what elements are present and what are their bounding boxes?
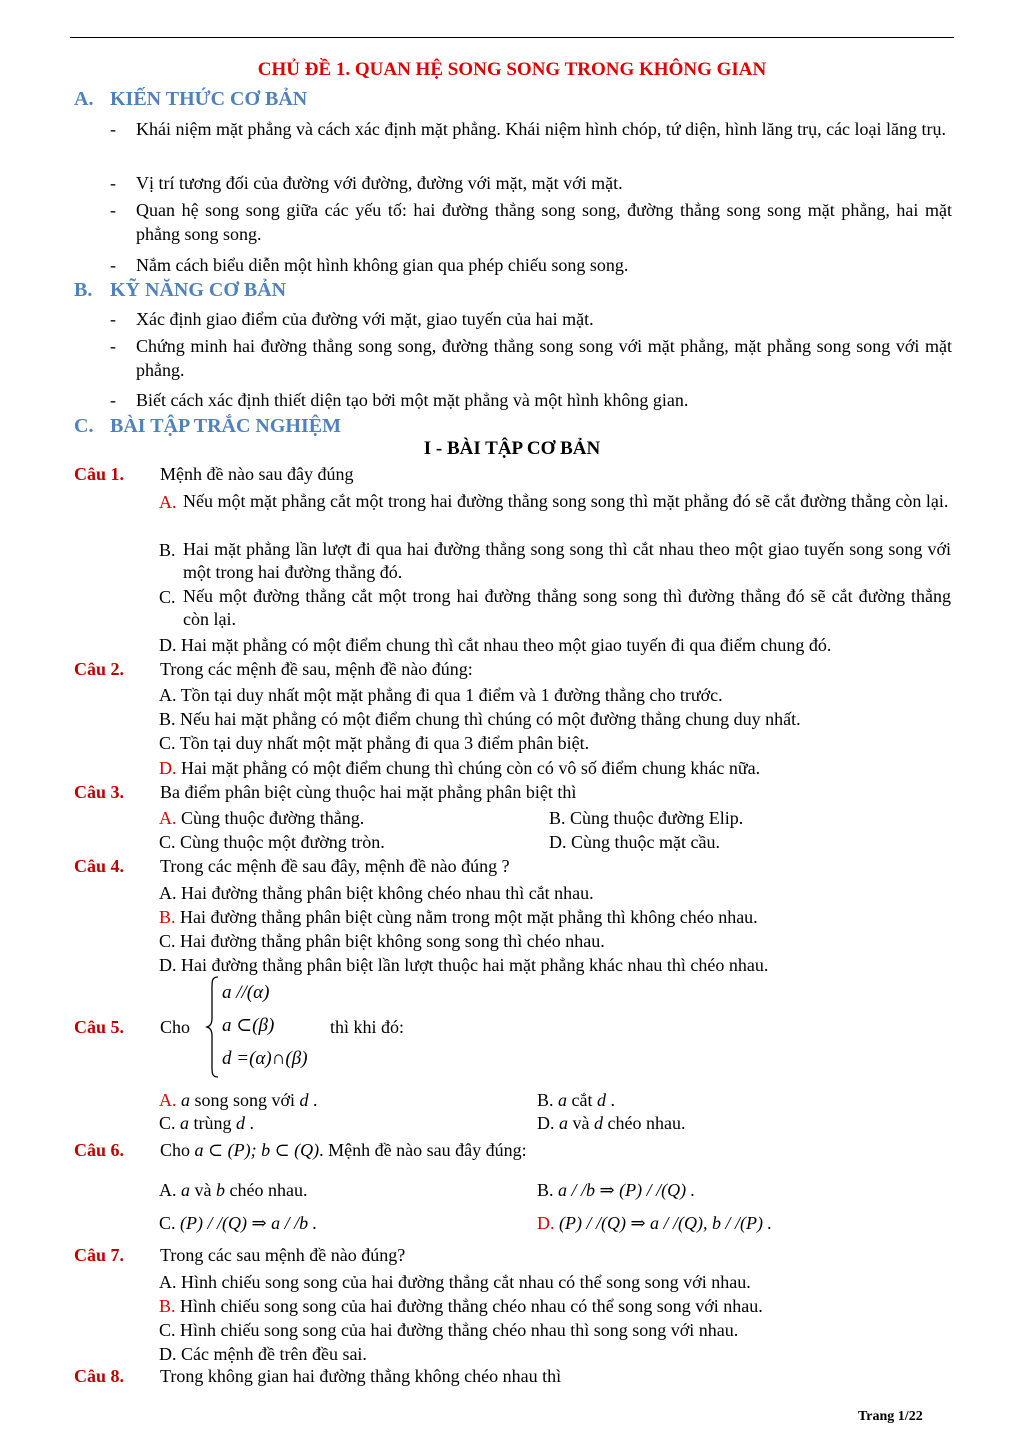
question-tail-text: thì khi đó:	[330, 1017, 405, 1037]
option-letter: B.	[159, 907, 176, 927]
option-text: Cùng thuộc mặt cầu.	[571, 832, 720, 852]
question-label: Câu 4.	[74, 856, 125, 876]
option-text: Cùng thuộc đường Elip.	[570, 808, 744, 828]
system-line: d =(α)∩(β)	[222, 1048, 308, 1069]
option-letter: D.	[159, 1344, 177, 1364]
option-text: Hai đường thẳng phân biệt không song song thì chéo nhau.	[180, 931, 605, 951]
question-label: Câu 8.	[74, 1366, 125, 1386]
option-end: .	[308, 1090, 318, 1110]
option-a[interactable]	[159, 806, 364, 830]
option-b[interactable]	[159, 707, 801, 731]
question-text: Cho	[160, 1140, 191, 1160]
question-text-line	[160, 1138, 527, 1162]
question-text: Trong các mệnh đề sau, mệnh đề nào đúng:	[160, 659, 473, 679]
question-text: Ba điểm phân biệt cùng thuộc hai mặt phẳng phân biệt thì	[160, 782, 577, 802]
question-label: Câu 5.	[74, 1017, 125, 1037]
option-b[interactable]	[159, 538, 951, 584]
section-c-label: C.	[74, 415, 94, 437]
option-a[interactable]	[159, 490, 951, 513]
section-a-label: A.	[74, 88, 94, 110]
option-d[interactable]	[159, 756, 760, 780]
section-a-title: KIẾN THỨC CƠ BẢN	[110, 88, 308, 110]
option-a[interactable]	[159, 683, 723, 707]
option-letter: B.	[537, 1180, 554, 1200]
option-d[interactable]	[549, 830, 720, 854]
option-letter: C.	[159, 1320, 176, 1340]
question-text: Trong không gian hai đường thẳng không chéo nhau thì	[160, 1366, 562, 1386]
option-d[interactable]	[537, 1211, 772, 1235]
option-letter: B.	[159, 540, 176, 560]
question-label: Câu 2.	[74, 659, 125, 679]
section-c-heading	[74, 414, 341, 438]
skill-item-text: Biết cách xác định thiết diện tạo bởi một mặt phẳng và một hình không gian.	[136, 390, 689, 410]
bullet-dash: -	[110, 173, 116, 193]
skill-item-text: Xác định giao điểm của đường với mặt, giao tuyến của hai mặt.	[136, 309, 594, 329]
knowledge-item-text: Quan hệ song song giữa các yếu tố: hai đường thẳng song song, đường thẳng song song mặt phẳng, hai mặt phẳng song song.	[136, 200, 952, 244]
option-a[interactable]	[159, 1088, 318, 1112]
option-letter: C.	[159, 931, 176, 951]
section-a-heading	[74, 87, 307, 111]
option-letter: A.	[159, 1180, 177, 1200]
option-text: Tồn tại duy nhất một mặt phẳng đi qua 1 điểm và 1 đường thẳng cho trước.	[180, 685, 723, 705]
question-label: Câu 6.	[74, 1140, 125, 1160]
variable: a	[559, 1113, 568, 1133]
question-label: Câu 7.	[74, 1245, 125, 1265]
knowledge-item-text: Vị trí tương đối của đường với đường, đường với mặt, mặt với mặt.	[136, 173, 623, 193]
option-b[interactable]	[159, 905, 758, 929]
option-text: Hình chiếu song song của hai đường thẳng cắt nhau có thể song song với nhau.	[181, 1272, 751, 1292]
math-expression: (P) / /(Q) ⇒ a / /(Q), b / /(P) .	[559, 1213, 773, 1233]
system-line: a //(α)	[222, 982, 270, 1003]
knowledge-item-text: Khái niệm mặt phẳng và cách xác định mặt phẳng. Khái niệm hình chóp, tứ diện, hình lăng trụ, các loại lăng trụ.	[136, 119, 947, 139]
option-text: Hai mặt phẳng có một điểm chung thì cắt nhau theo một giao tuyến đi qua điểm chung đó.	[181, 635, 832, 655]
option-text: Hai đường thẳng phân biệt lần lượt thuộc hai mặt phẳng khác nhau thì chéo nhau.	[181, 955, 769, 975]
option-end: chéo nhau.	[603, 1113, 686, 1133]
variable: a	[180, 1113, 190, 1133]
option-text: và	[190, 1180, 216, 1200]
option-text: Các mệnh đề trên đều sai.	[181, 1344, 367, 1364]
option-letter: A.	[159, 1090, 177, 1110]
variable: a	[181, 1090, 190, 1110]
option-letter: D.	[537, 1213, 555, 1233]
option-text: và	[568, 1113, 594, 1133]
variable: b	[216, 1180, 225, 1200]
option-a[interactable]	[159, 1270, 751, 1294]
math-expression: a / /b ⇒ (P) / /(Q) .	[558, 1180, 696, 1200]
skill-item	[110, 388, 952, 412]
option-letter: A.	[159, 685, 177, 705]
option-text: Hai mặt phẳng lần lượt đi qua hai đường thẳng song song thì cắt nhau theo một giao tuyến song song với một trong hai đường thẳng đó.	[183, 539, 951, 582]
option-text: Nếu hai mặt phẳng có một điểm chung thì chúng có một đường thẳng chung duy nhất.	[180, 709, 801, 729]
option-end: .	[245, 1113, 255, 1133]
option-letter: C.	[159, 832, 176, 852]
question-label: Câu 1.	[74, 464, 125, 484]
bullet-dash: -	[110, 309, 116, 329]
knowledge-item	[110, 171, 952, 195]
math-expression: (P) / /(Q) ⇒ a / /b .	[180, 1213, 318, 1233]
section-b-heading	[74, 278, 286, 302]
option-text: trùng	[189, 1113, 237, 1133]
option-letter: A.	[159, 808, 177, 828]
option-text: Hai đường thẳng phân biệt cùng nằm trong một mặt phẳng thì không chéo nhau.	[180, 907, 758, 927]
option-b[interactable]	[549, 806, 743, 830]
option-c[interactable]	[159, 1111, 254, 1135]
option-letter: B.	[549, 808, 566, 828]
section-c-title: BÀI TẬP TRẮC NGHIỆM	[110, 415, 341, 437]
knowledge-item	[110, 253, 952, 277]
option-text: Cùng thuộc một đường tròn.	[180, 832, 385, 852]
option-c[interactable]	[159, 929, 605, 953]
option-a[interactable]	[159, 881, 594, 905]
option-text: Hai mặt phẳng có một điểm chung thì chúng còn có vô số điểm chung khác nữa.	[181, 758, 761, 778]
skill-item	[110, 334, 952, 382]
option-letter: A.	[159, 492, 177, 512]
option-b[interactable]	[537, 1178, 695, 1202]
bullet-dash: -	[110, 119, 116, 139]
bullet-dash: -	[110, 336, 116, 356]
option-letter: B.	[159, 709, 176, 729]
option-end: chéo nhau.	[225, 1180, 308, 1200]
variable: d	[597, 1090, 606, 1110]
option-letter: C.	[159, 587, 176, 607]
bullet-dash: -	[110, 390, 116, 410]
option-letter: D.	[159, 955, 177, 975]
option-letter: A.	[159, 883, 177, 903]
option-text: Nếu một đường thẳng cắt một trong hai đường thẳng song song thì đường thẳng đó sẽ cắt đường thẳng còn lại.	[183, 586, 951, 629]
option-d[interactable]	[159, 1342, 367, 1366]
variable: a	[558, 1090, 568, 1110]
section-b-title: KỸ NĂNG CƠ BẢN	[110, 279, 287, 301]
option-text: Nếu một mặt phẳng cắt một trong hai đường thẳng song song thì mặt phẳng đó sẽ cắt đường thẳng còn lại.	[183, 491, 949, 511]
option-c[interactable]	[159, 1318, 738, 1342]
option-letter: C.	[159, 1213, 176, 1233]
variable: a	[181, 1180, 190, 1200]
question-text: Trong các sau mệnh đề nào đúng?	[160, 1245, 406, 1265]
option-text: cắt	[567, 1090, 597, 1110]
knowledge-item-text: Nắm cách biểu diễn một hình không gian qua phép chiếu song song.	[136, 255, 629, 275]
option-c[interactable]	[159, 1211, 317, 1235]
option-text: Hình chiếu song song của hai đường thẳng chéo nhau thì song song với nhau.	[180, 1320, 739, 1340]
question-tail-text: . Mệnh đề nào sau đây đúng:	[319, 1140, 527, 1160]
option-letter: C.	[159, 1113, 176, 1133]
option-end: .	[606, 1090, 615, 1110]
option-letter: D.	[537, 1113, 555, 1133]
option-d[interactable]	[159, 633, 831, 657]
question-text: Mệnh đề nào sau đây đúng	[160, 464, 354, 484]
option-b[interactable]	[537, 1088, 615, 1112]
variable: d	[299, 1090, 309, 1110]
option-text: Hai đường thẳng phân biệt không chéo nhau thì cắt nhau.	[181, 883, 594, 903]
knowledge-item	[110, 198, 952, 246]
skill-item	[110, 307, 952, 331]
option-letter: B.	[159, 1296, 176, 1316]
system-brace	[205, 974, 221, 1080]
knowledge-item	[110, 117, 952, 141]
section-b-label: B.	[74, 279, 93, 301]
option-c[interactable]	[159, 830, 385, 854]
option-d[interactable]	[537, 1111, 685, 1135]
option-b[interactable]	[159, 1294, 763, 1318]
option-c[interactable]	[159, 731, 589, 755]
option-d[interactable]	[159, 953, 768, 977]
option-text: Hình chiếu song song của hai đường thẳng chéo nhau có thể song song với nhau.	[180, 1296, 763, 1316]
option-letter: A.	[159, 1272, 177, 1292]
option-a[interactable]	[159, 1178, 307, 1202]
option-text: Tồn tại duy nhất một mặt phẳng đi qua 3 điểm phân biệt.	[179, 733, 590, 753]
variable: d	[594, 1113, 603, 1133]
exercise-subtitle: I - BÀI TẬP CƠ BẢN	[423, 438, 601, 459]
option-text: Cùng thuộc đường thẳng.	[181, 808, 365, 828]
option-letter: C.	[159, 733, 176, 753]
option-letter: B.	[537, 1090, 554, 1110]
option-letter: D.	[549, 832, 567, 852]
header-rule	[70, 37, 954, 38]
math-expression: a ⊂ (P); b ⊂ (Q)	[194, 1140, 320, 1160]
bullet-dash: -	[110, 200, 116, 220]
question-text: Trong các mệnh đề sau đây, mệnh đề nào đúng ?	[160, 856, 510, 876]
document-title: CHỦ ĐỀ 1. QUAN HỆ SONG SONG TRONG KHÔNG GIAN	[257, 59, 767, 80]
question-text: Cho	[160, 1017, 191, 1037]
question-tail	[330, 1015, 404, 1039]
option-text: song song với	[190, 1090, 300, 1110]
page-number: Trang 1/22	[858, 1409, 923, 1424]
option-letter: D.	[159, 635, 177, 655]
bullet-dash: -	[110, 255, 116, 275]
option-c[interactable]	[159, 585, 951, 631]
option-letter: D.	[159, 758, 177, 778]
skill-item-text: Chứng minh hai đường thẳng song song, đường thẳng song song với mặt phẳng, mặt phẳng song song với mặt phẳng.	[136, 336, 952, 380]
system-line: a ⊂(β)	[222, 1015, 275, 1036]
question-label: Câu 3.	[74, 782, 125, 802]
variable: d	[236, 1113, 246, 1133]
